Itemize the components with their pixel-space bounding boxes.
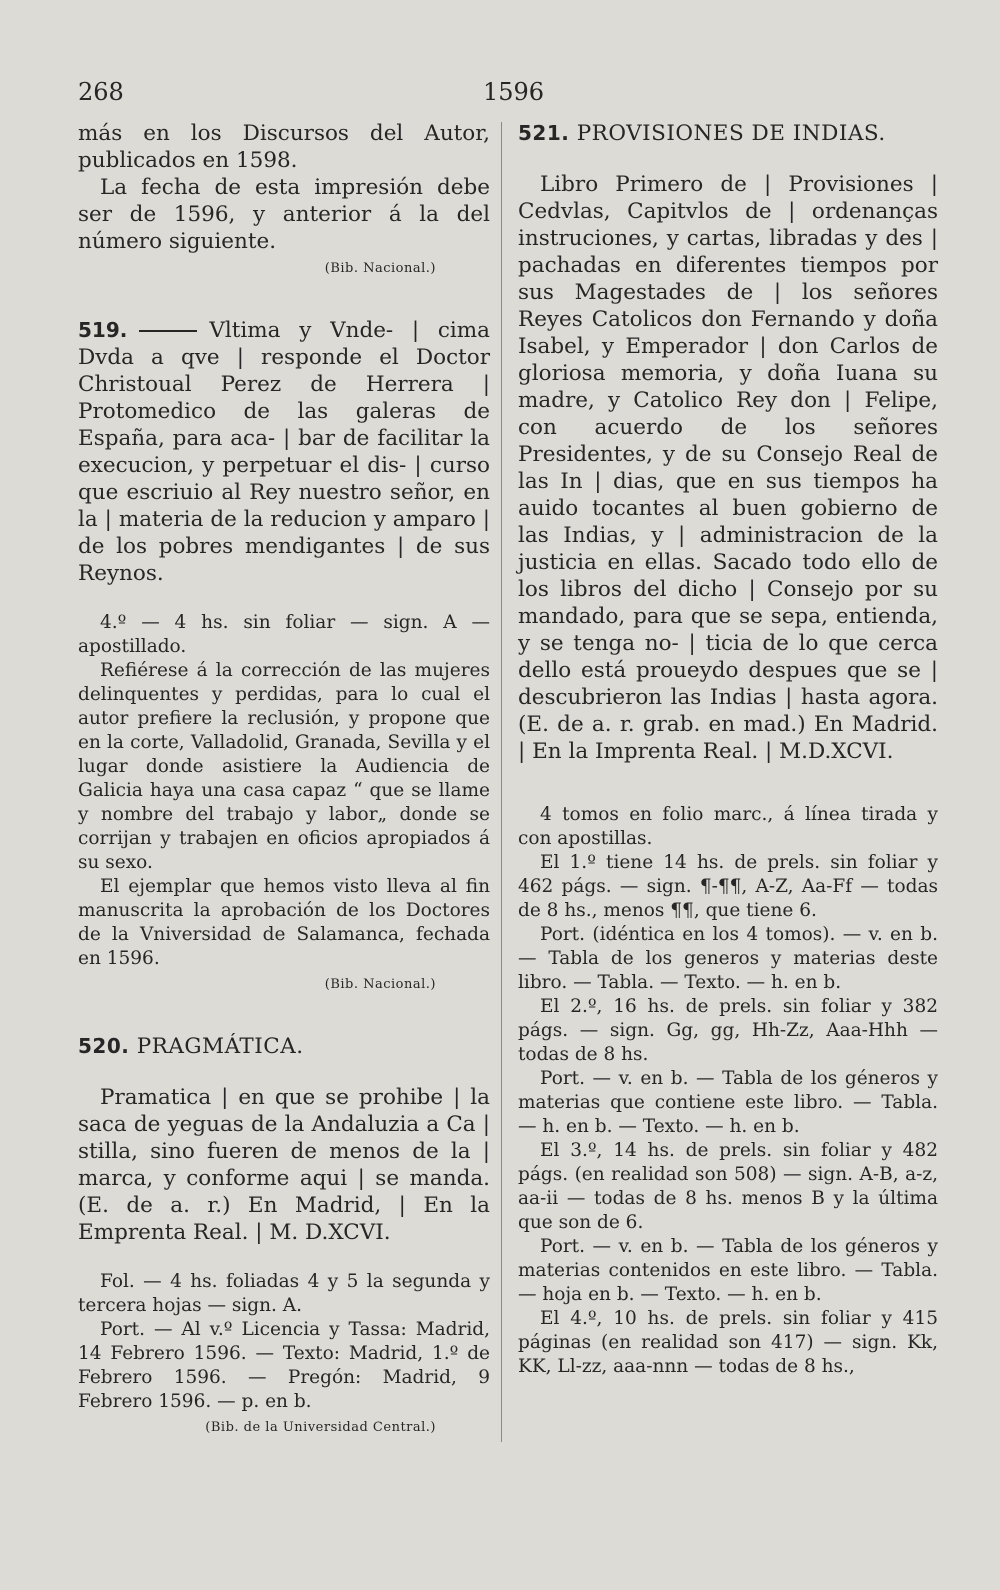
page-header: [0, 78, 1000, 108]
column-divider: [501, 122, 502, 1442]
dash-rule: [139, 330, 197, 332]
intro-paragraph: más en los Discursos del Autor, publicados en 1598.: [78, 121, 490, 173]
entry-520: [78, 1033, 490, 1438]
entry-note: El ejemplar que hemos visto lleva al fin manuscrita la aprobación de los Doctores de la Vniversidad de Salamanca, fechada en 1596.: [78, 876, 490, 969]
volume-note: Port. — v. en b. — Tabla de los géneros y materias que contiene este libro. — Tabla. — h. en b. — Texto. — h. en b.: [518, 1068, 938, 1137]
entry-title: Vltima y Vnde- | cima Dvda a qve | responde el Doctor Christoual Perez de Herrera | Protomedico de las galeras de España, para aca- | bar de facilitar la execucion, y perpetuar el dis- | curso que escriuio al Rey nuestro señor, en la | materia de la reducion y amparo | de los pobres mendigantes | de sus Reynos.: [78, 318, 490, 586]
entry-number: 521.: [518, 121, 570, 145]
entry-number: 520.: [78, 1034, 130, 1058]
entry-description: 4.º — 4 hs. sin foliar — sign. A — apostillado.: [78, 612, 490, 657]
entry-521: [518, 120, 938, 1379]
library-reference: (Bib. Nacional.): [324, 977, 436, 992]
volume-note: El 3.º, 14 hs. de prels. sin foliar y 482 págs. (en realidad son 508) — sign. A-B, a-z, aa-ii — todas de 8 hs. menos B y la última que son de 6.: [518, 1140, 938, 1233]
entry-heading: PROVISIONES DE INDIAS.: [576, 121, 886, 146]
volume-note: El 4.º, 10 hs. de prels. sin foliar y 415 páginas (en realidad son 417) — sign. Kk, KK, Ll-zz, aaa-nnn — todas de 8 hs.,: [518, 1308, 938, 1377]
volume-note: Port. — v. en b. — Tabla de los géneros y materias contenidos en este libro. — Tabla. — hoja en b. — Texto. — h. en b.: [518, 1236, 938, 1305]
entry-heading: PRAGMÁTICA.: [136, 1034, 304, 1059]
entry-description: 4 tomos en folio marc., á línea tirada y con apostillas.: [518, 804, 938, 849]
library-reference: (Bib. Nacional.): [324, 261, 436, 276]
volume-note: El 2.º, 16 hs. de prels. sin foliar y 382 págs. — sign. Gg, gg, Hh-Zz, Aaa-Hhh — todas de 8 hs.: [518, 996, 938, 1065]
entry-description: Fol. — 4 hs. foliadas 4 y 5 la segunda y tercera hojas — sign. A.: [78, 1271, 490, 1316]
entry-note: Refiérese á la corrección de las mujeres delinquentes y perdidas, para lo cual el autor prefiere la reclusión, y propone que en la corte, Valladolid, Granada, Sevilla y el lugar donde asistiere la Audiencia de Galicia haya una casa capaz “ que se llame y nombre del trabajo y labor„ donde se corrijan y trabajen en oficios apropiados á su sexo.: [78, 660, 490, 873]
volume-note: El 1.º tiene 14 hs. de prels. sin foliar y 462 págs. — sign. ¶-¶¶, A-Z, Aa-Ff — todas de 8 hs., menos ¶¶, que tiene 6.: [518, 852, 938, 921]
entry-contents: Port. — Al v.º Licencia y Tassa: Madrid, 14 Febrero 1596. — Texto: Madrid, 1.º de Febrero 1596. — Pregón: Madrid, 9 Febrero 1596. — p. en b.: [78, 1319, 490, 1412]
entry-title: Libro Primero de | Provisiones | Cedvlas, Capitvlos de | ordenanças instruciones, y cartas, libradas y des | pachadas en diferentes tiempos por sus Magestades de | los señores Reyes Catolicos don Fernando y doña Isabel, y Emperador | don Carlos de gloriosa memoria, y doña Iuana su madre, y Catolico Rey don | Felipe, con acuerdo de los señores Presidentes, y de su Consejo Real de las In | dias, que en sus tiempos ha auido tocantes al buen gobierno de las Indias, y | administracion de la justicia en ellas. Sacado todo ello de los libros del dicho | Consejo por su mandado, para que se sepa, entienda, y se tenga no- | ticia de lo que cerca dello está proueydo despues que se | descubrieron las Indias | hasta agora. (E. de a. r. grab. en mad.) En Madrid. | En la Imprenta Real. | M.D.XCVI.: [518, 172, 938, 764]
volume-note: Port. (idéntica en los 4 tomos). — v. en b. — Tabla de los generos y materias deste libro. — Tabla. — Texto. — h. en b.: [518, 924, 938, 993]
entry-519: [78, 317, 490, 995]
library-reference: (Bib. de la Universidad Central.): [205, 1420, 436, 1435]
left-column: [78, 120, 490, 1438]
entry-title: Pramatica | en que se prohibe | la saca de yeguas de la Andaluzia a Ca | stilla, sino fueren de menos de la | marca, y conforme aqui | se manda. (E. de a. r.) En Madrid, | En la Emprenta Real. | M. D.XCVI.: [78, 1085, 490, 1245]
intro-paragraph: La fecha de esta impresión debe ser de 1596, y anterior á la del número siguiente.: [78, 175, 490, 254]
right-column: [518, 120, 938, 1379]
running-year: 1596: [483, 78, 545, 106]
entry-number: 519.: [78, 318, 128, 342]
page-number: 268: [78, 78, 124, 106]
